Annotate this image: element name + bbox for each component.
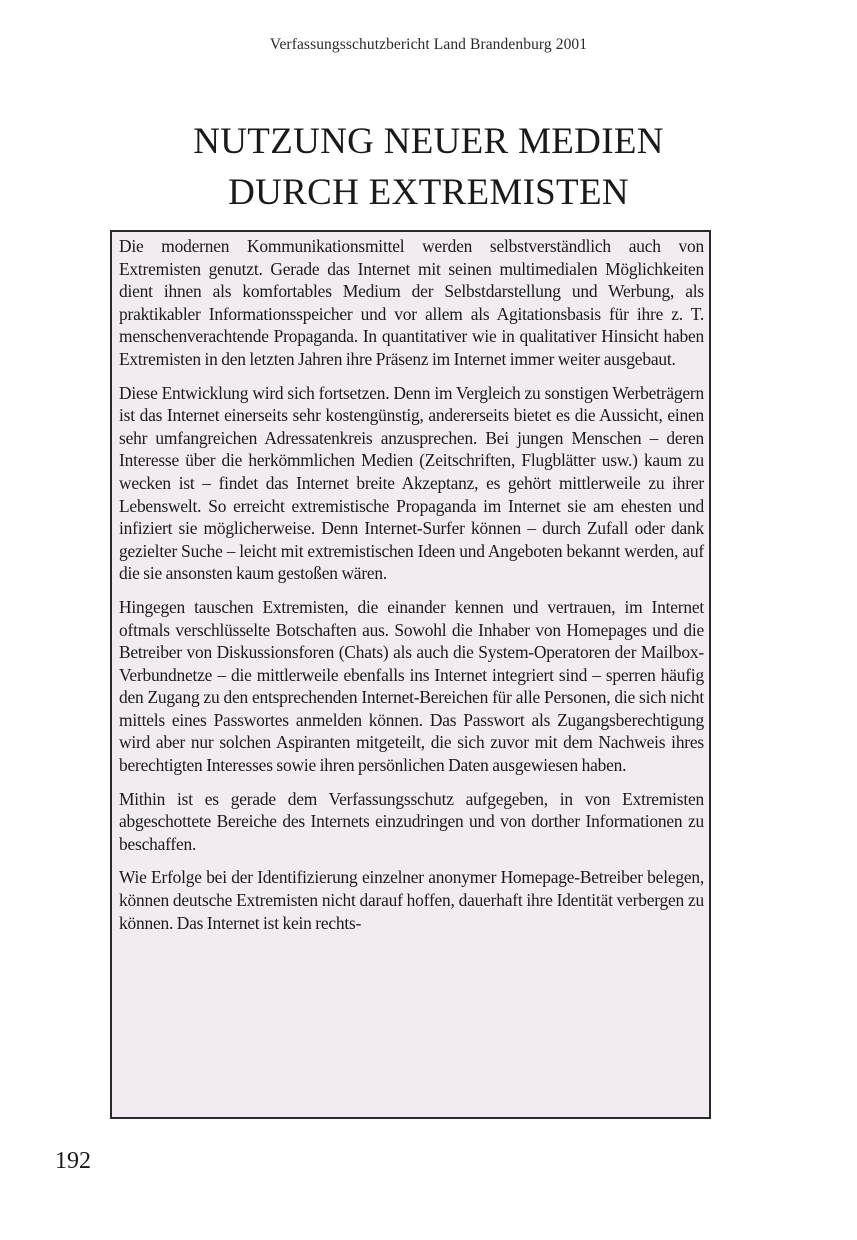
text-box-content <box>112 232 709 934</box>
page-title-line-2: DURCH EXTREMISTEN <box>228 172 629 213</box>
paragraph-5: Wie Erfolge bei der Identifizierung einzelner anonymer Homepage-Betreiber belegen, können deutsche Extremisten nicht darauf hoffen, dauerhaft ihre Identität verbergen zu können. Das Internet ist kein rechts- <box>119 867 704 933</box>
paragraph-1: Die modernen Kommunikationsmittel werden selbstverständlich auch von Extremisten genutzt. Gerade das Internet mit seinen multimedialen Möglichkeiten dient ihnen als komfortables Medium der Selbstdarstellung und Werbung, als praktikabler Informationsspeicher und vor allem als Agitationsbasis für ihre z. T. menschenverachtende Propaganda. In quantitativer wie in qualitativer Hinsicht haben Extremisten in den letzten Jahren ihre Präsenz im Internet immer weiter ausgebaut. <box>119 236 704 369</box>
page-number: 192 <box>55 1148 91 1174</box>
page-title-line-1: NUTZUNG NEUER MEDIEN <box>193 121 664 162</box>
text-box <box>110 230 711 1119</box>
paragraph-4: Mithin ist es gerade dem Verfassungsschutz aufgegeben, in von Extremisten abgeschottete Bereiche des Internets einzudringen und von dorther Informationen zu beschaffen. <box>119 788 704 854</box>
running-header: Verfassungsschutzbericht Land Brandenburg 2001 <box>269 36 588 53</box>
page-title <box>0 116 857 218</box>
paragraph-2: Diese Entwicklung wird sich fortsetzen. Denn im Vergleich zu sonstigen Werbeträgern ist das Internet einerseits sehr kostengünstig, andererseits bietet es die Aussicht, einen sehr umfangreichen Adressatenkreis anzusprechen. Bei jungen Menschen – deren Interesse über die herkömmlichen Medien (Zeitschriften, Flugblätter usw.) kaum zu wecken ist – findet das Internet breite Akzeptanz, es gehört mittlerweile zu ihrer Lebenswelt. So erreicht extremistische Propaganda im Internet sie am ehesten und infiziert sie möglicherweise. Denn Internet-Surfer können – durch Zufall oder dank gezielter Suche – leicht mit extremistischen Ideen und Angeboten bekannt werden, auf die sie ansonsten kaum gestoßen wären. <box>119 382 704 584</box>
paragraph-3: Hingegen tauschen Extremisten, die einander kennen und vertrauen, im Internet oftmals verschlüsselte Botschaften aus. Sowohl die Inhaber von Homepages und die Betreiber von Diskussionsforen (Chats) als auch die System-Operatoren der Mailbox-Verbundnetze – die mittlerweile ebenfalls ins Internet integriert sind – sperren häufig den Zugang zu den entsprechenden Internet-Bereichen für alle Personen, die sich nicht mittels eines Passwortes anmelden können. Das Passwort als Zugangsberechtigung wird aber nur solchen Aspiranten mitgeteilt, die sich zuvor mit dem Nachweis ihres berechtigten Interesses sowie ihren persönlichen Daten ausgewiesen haben. <box>119 596 704 776</box>
